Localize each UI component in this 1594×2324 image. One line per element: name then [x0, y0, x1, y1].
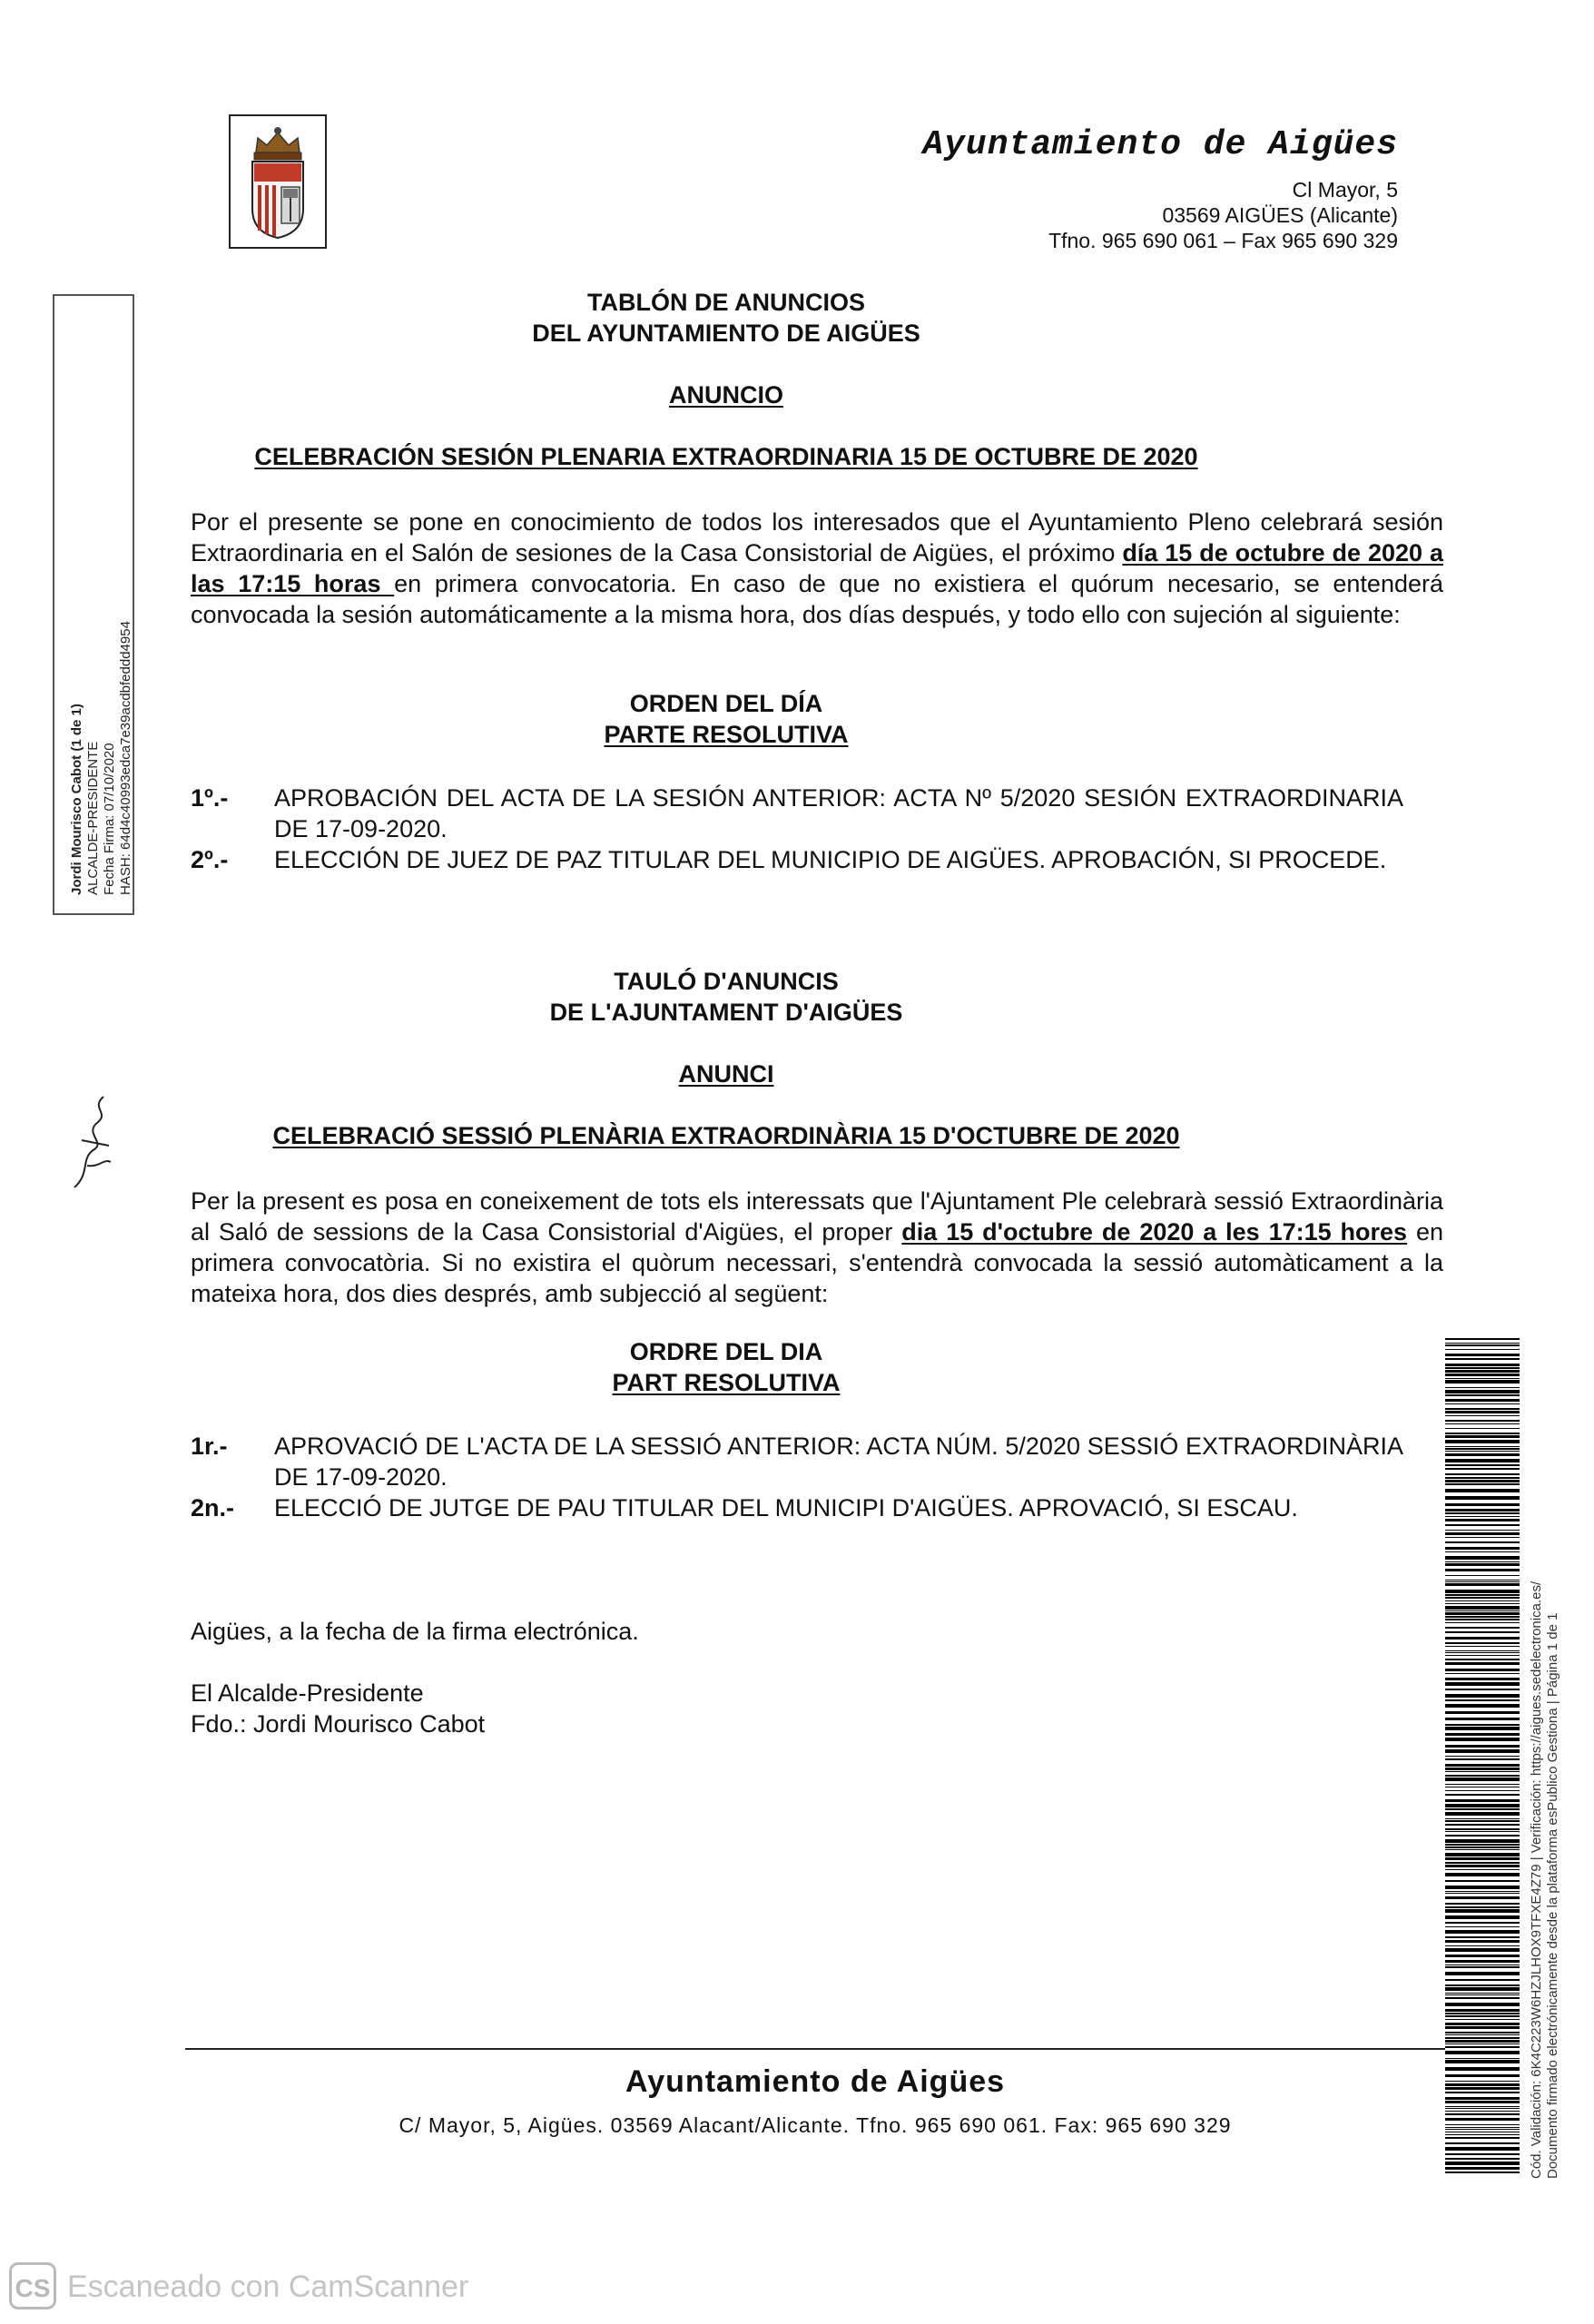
barcode-bar	[1445, 1503, 1520, 1506]
barcode-icon	[1445, 1338, 1520, 2175]
barcode-bar	[1445, 1849, 1520, 1850]
barcode-bar	[1445, 1642, 1520, 1644]
barcode-bar	[1445, 1483, 1520, 1485]
barcode-bar	[1445, 1711, 1520, 1714]
agenda-subtitle-es: PARTE RESOLUTIVA	[604, 721, 849, 748]
footer-organization-name: Ayuntamiento de Aigües	[625, 2064, 1006, 2099]
barcode-bar	[1445, 1622, 1520, 1623]
camscanner-logo-icon: CS	[9, 2262, 56, 2309]
barcode-bar	[1445, 1619, 1520, 1620]
barcode-bar	[1445, 1972, 1520, 1975]
barcode-bar	[1445, 1415, 1520, 1416]
barcode-bar	[1445, 1606, 1520, 1610]
barcode-bar	[1445, 1364, 1520, 1366]
barcode-bar	[1445, 1745, 1520, 1748]
barcode-bar	[1445, 1880, 1520, 1882]
barcode-bar	[1445, 2134, 1520, 2135]
barcode-bar	[1445, 2013, 1520, 2014]
barcode-bar	[1445, 1922, 1520, 1924]
address-city: 03569 AIGÜES (Alicante)	[1162, 203, 1398, 227]
barcode-bar	[1445, 1489, 1520, 1492]
barcode-bar	[1445, 1909, 1520, 1913]
barcode-bar	[1445, 1862, 1520, 1864]
barcode-bar	[1445, 2037, 1520, 2039]
barcode-bar	[1445, 2026, 1520, 2029]
barcode-bar	[1445, 1831, 1520, 1832]
barcode-bar	[1445, 1699, 1520, 1701]
barcode-bar	[1445, 1556, 1520, 1560]
barcode-bar	[1445, 2060, 1520, 2063]
barcode-bar	[1445, 1583, 1520, 1586]
footer-divider	[185, 2048, 1445, 2050]
barcode-bar	[1445, 2129, 1520, 2130]
barcode-bar	[1445, 1338, 1520, 1340]
barcode-bar	[1445, 2034, 1520, 2035]
barcode-bar	[1445, 2067, 1520, 2071]
barcode-bar	[1445, 1869, 1520, 1870]
barcode-bar	[1445, 1768, 1520, 1770]
barcode-bar	[1445, 1891, 1520, 1892]
barcode-bar	[1445, 1930, 1520, 1934]
barcode-bar	[1445, 1631, 1520, 1633]
barcode-bar	[1445, 1519, 1520, 1521]
barcode-bar	[1445, 1597, 1520, 1599]
barcode-bar	[1445, 1610, 1520, 1611]
barcode-bar	[1445, 2046, 1520, 2048]
barcode-bar	[1445, 1662, 1520, 1665]
barcode-bar	[1445, 1349, 1520, 1350]
barcode-bar	[1445, 1808, 1520, 1810]
barcode-bar	[1445, 1857, 1520, 1860]
barcode-bar	[1445, 1590, 1520, 1593]
intro-rest-va: en primera convocatòria. Si no existira el quòrum necessari, s'entendrà convocada la sessió automàticament a la mateixa hora, dos dies després, amb subjecció al següent:	[191, 1218, 1443, 1307]
barcode-bar	[1445, 1646, 1520, 1647]
barcode-bar	[1445, 2118, 1520, 2121]
intro-rest-es: en primera convocatoria. En caso de que no existiera el quórum necesario, se entenderá convocada la sesión automáticamente a la misma hora, dos días después, y todo ello con sujeción al siguiente:	[191, 570, 1443, 628]
barcode-bar	[1445, 2032, 1520, 2034]
barcode-bar	[1445, 1408, 1520, 1410]
intro-paragraph-es	[191, 507, 1443, 630]
barcode-bar	[1445, 1940, 1520, 1943]
barcode-bar	[1445, 1627, 1520, 1629]
agenda-item-es	[191, 844, 1403, 875]
barcode-bar	[1445, 2142, 1520, 2144]
barcode-bar	[1445, 1828, 1520, 1830]
barcode-bar	[1445, 1380, 1520, 1384]
barcode-bar	[1445, 1516, 1520, 1517]
barcode-bar	[1445, 1673, 1520, 1674]
barcode-bar	[1445, 1459, 1520, 1462]
barcode-bar	[1445, 1512, 1520, 1514]
barcode-bar	[1445, 1616, 1520, 1618]
barcode-bar	[1445, 1799, 1520, 1802]
place-and-date: Aigües, a la fecha de la firma electrónica.	[191, 1618, 639, 1645]
barcode-bar	[1445, 2127, 1520, 2128]
barcode-bar	[1445, 2124, 1520, 2125]
agenda-item-text: APROBACIÓN DEL ACTA DE LA SESIÓN ANTERIOR: ACTA Nº 5/2020 SESIÓN EXTRAORDINARIA DE 17-09-2020.	[274, 784, 1403, 842]
barcode-bar	[1445, 1903, 1520, 1905]
agenda-item-text: ELECCIÓN DE JUEZ DE PAZ TITULAR DEL MUNICIPIO DE AIGÜES. APROBACIÓN, SI PROCEDE.	[274, 846, 1387, 873]
intro-paragraph-va	[191, 1186, 1443, 1309]
barcode-bar	[1445, 1784, 1520, 1785]
barcode-bar	[1445, 2015, 1520, 2017]
barcode-bar	[1445, 1955, 1520, 1957]
barcode-bar	[1445, 2158, 1520, 2160]
barcode-bar	[1445, 1993, 1520, 1994]
barcode-bar	[1445, 1612, 1520, 1615]
barcode-bar	[1445, 2106, 1520, 2107]
barcode-bar	[1445, 1581, 1520, 1582]
barcode-bar	[1445, 2167, 1520, 2170]
barcode-bar	[1445, 1966, 1520, 1968]
barcode-bar	[1445, 1537, 1520, 1538]
barcode-bar	[1445, 1794, 1520, 1796]
barcode-bar	[1445, 1370, 1520, 1373]
board-subtitle-es: DEL AYUNTAMIENTO DE AIGÜES	[532, 320, 920, 347]
agenda-subtitle-va: PART RESOLUTIVA	[612, 1369, 841, 1396]
address-phone-fax: Tfno. 965 690 061 – Fax 965 690 329	[1048, 229, 1398, 252]
barcode-bar	[1445, 1541, 1520, 1543]
barcode-bar	[1445, 1374, 1520, 1376]
intro-date-es: día 15 de octubre de 2020 a las 17:15 horas	[191, 539, 1443, 597]
barcode-bar	[1445, 1509, 1520, 1512]
signed-by-line: Fdo.: Jordi Mourisco Cabot	[191, 1710, 486, 1738]
agenda-title-es: ORDEN DEL DÍA	[629, 690, 823, 717]
barcode-bar	[1445, 1473, 1520, 1475]
barcode-bar	[1445, 1764, 1520, 1767]
barcode-bar	[1445, 1575, 1520, 1576]
barcode-bar	[1445, 2051, 1520, 2054]
barcode-bar	[1445, 2087, 1520, 2090]
coat-of-arms-frame	[229, 114, 327, 249]
agenda-item-number: 1r.-	[191, 1433, 228, 1460]
event-title-va: CELEBRACIÓ SESSIÓ PLENÀRIA EXTRAORDINÀRIA 15 D'OCTUBRE DE 2020	[272, 1122, 1180, 1149]
barcode-bar	[1445, 1358, 1520, 1360]
barcode-bar	[1445, 1749, 1520, 1753]
barcode-bar	[1445, 2171, 1520, 2173]
barcode-bar	[1445, 1945, 1520, 1946]
footer-address: C/ Mayor, 5, Aigües. 03569 Alacant/Alicante. Tfno. 965 690 061. Fax: 965 690 329	[398, 2113, 1232, 2137]
barcode-bar	[1445, 1893, 1520, 1894]
barcode-bar	[1445, 1844, 1520, 1846]
address-street: Cl Mayor, 5	[1292, 178, 1398, 202]
barcode-bar	[1445, 1580, 1520, 1581]
barcode-bar	[1445, 1804, 1520, 1807]
barcode-bar	[1445, 1563, 1520, 1566]
barcode-bar	[1445, 1694, 1520, 1698]
board-title-va: TAULÓ D'ANUNCIS	[614, 968, 839, 995]
barcode-bar	[1445, 1551, 1520, 1552]
barcode-bar	[1445, 1435, 1520, 1438]
board-title-es: TABLÓN DE ANUNCIOS	[587, 289, 865, 316]
barcode-bar	[1445, 1367, 1520, 1369]
barcode-bar	[1445, 1451, 1520, 1452]
barcode-bar	[1445, 1390, 1520, 1393]
barcode-bar	[1445, 2147, 1520, 2151]
barcode-bar	[1445, 1420, 1520, 1422]
barcode-bar	[1445, 1987, 1520, 1991]
barcode-bar	[1445, 1960, 1520, 1963]
barcode-bar	[1445, 1378, 1520, 1379]
barcode-bar	[1445, 1984, 1520, 1986]
barcode-bar	[1445, 1603, 1520, 1604]
barcode-bar	[1445, 2074, 1520, 2077]
barcode-bar	[1445, 1387, 1520, 1388]
barcode-bar	[1445, 1771, 1520, 1772]
barcode-bar	[1445, 1915, 1520, 1919]
barcode-bar	[1445, 1532, 1520, 1535]
agenda-item-es	[191, 783, 1403, 844]
barcode-bar	[1445, 2081, 1520, 2082]
agenda-item-text: APROVACIÓ DE L'ACTA DE LA SESSIÓ ANTERIOR: ACTA NÚM. 5/2020 SESSIÓ EXTRAORDINÀRIA DE 17-09-2020.	[274, 1433, 1403, 1491]
barcode-bar	[1445, 1480, 1520, 1482]
barcode-bar	[1445, 2043, 1520, 2044]
barcode-bar	[1445, 1979, 1520, 1981]
barcode-bar	[1445, 2137, 1520, 2139]
barcode-bar	[1445, 1738, 1520, 1741]
barcode-bar	[1445, 1496, 1520, 1500]
barcode-bar	[1445, 1569, 1520, 1571]
barcode-bar	[1445, 1704, 1520, 1708]
barcode-bar	[1445, 1997, 1520, 1999]
barcode-bar	[1445, 2153, 1520, 2155]
barcode-bar	[1445, 1818, 1520, 1819]
barcode-bar	[1445, 1428, 1520, 1429]
intro-text-es: Por el presente se pone en conocimiento de todos los interesados que el Ayuntamiento Pleno celebrará sesión Extraordinaria en el Salón de sesiones de la Casa Consistorial de Aigües, el próximo	[191, 508, 1443, 566]
barcode-bar	[1445, 1724, 1520, 1726]
barcode-bar	[1445, 1477, 1520, 1479]
barcode-bar	[1445, 2111, 1520, 2112]
barcode-bar	[1445, 2058, 1520, 2059]
barcode-bar	[1445, 1530, 1520, 1531]
barcode-bar	[1445, 1682, 1520, 1686]
barcode-bar	[1445, 1812, 1520, 1816]
barcode-bar	[1445, 1440, 1520, 1443]
barcode-bar	[1445, 1659, 1520, 1660]
agenda-item-text: ELECCIÓ DE JUTGE DE PAU TITULAR DEL MUNICIPI D'AIGÜES. APROVACIÓ, SI ESCAU.	[274, 1494, 1298, 1521]
barcode-bar	[1445, 1344, 1520, 1346]
agenda-item-va	[191, 1431, 1403, 1492]
barcode-bar	[1445, 1547, 1520, 1550]
agenda-item-number: 2n.-	[191, 1494, 235, 1521]
barcode-bar	[1445, 1354, 1520, 1356]
barcode-bar	[1445, 2019, 1520, 2020]
barcode-bar	[1445, 2097, 1520, 2100]
barcode-bar	[1445, 1896, 1520, 1899]
camscanner-watermark: Escaneado con CamScanner	[67, 2270, 469, 2304]
barcode-bar	[1445, 1936, 1520, 1938]
handwritten-signature-icon	[64, 1086, 122, 1195]
barcode-bar	[1445, 1399, 1520, 1402]
barcode-bar	[1445, 1846, 1520, 1848]
barcode-bar	[1445, 1689, 1520, 1690]
validation-code: Cód. Validación: 6K4C223W6HZJLHOX9TFXE4Z79 | Verificación: https://aigues.sedelectronica.es/	[1529, 1581, 1544, 2179]
barcode-bar	[1445, 1403, 1520, 1404]
agenda-item-number: 2º.-	[191, 846, 229, 873]
barcode-bar	[1445, 2009, 1520, 2012]
barcode-bar	[1445, 1718, 1520, 1720]
barcode-bar	[1445, 1669, 1520, 1671]
signature-hash: HASH: 64d4c40993edca7e39acdbfeddd4954	[118, 621, 133, 895]
barcode-bar	[1445, 1561, 1520, 1562]
agenda-title-va: ORDRE DEL DIA	[629, 1338, 823, 1365]
validation-block	[1529, 1325, 1561, 2179]
barcode-bar	[1445, 1758, 1520, 1760]
barcode-bar	[1445, 2040, 1520, 2043]
barcode-bar	[1445, 2101, 1520, 2103]
barcode-bar	[1445, 1906, 1520, 1908]
barcode-bar	[1445, 1464, 1520, 1466]
barcode-bar	[1445, 1865, 1520, 1867]
barcode-bar	[1445, 1343, 1520, 1344]
barcode-bar	[1445, 2083, 1520, 2086]
validation-platform: Documento firmado electrónicamente desde la plataforma esPublico Gestiona | Página 1 de 1	[1545, 1612, 1560, 2179]
notice-label-es: ANUNCIO	[669, 381, 783, 409]
organization-name: Ayuntamiento de Aigües	[922, 125, 1398, 164]
barcode-bar	[1445, 1394, 1520, 1396]
signer-name: Jordi Mourisco Cabot (1 de 1)	[69, 704, 84, 895]
barcode-bar	[1445, 1839, 1520, 1843]
coat-of-arms-icon	[238, 122, 318, 241]
barcode-bar	[1445, 1790, 1520, 1791]
signature-date: Fecha Firma: 07/10/2020	[102, 743, 117, 895]
barcode-bar	[1445, 1652, 1520, 1653]
barcode-bar	[1445, 1411, 1520, 1413]
barcode-bar	[1445, 1448, 1520, 1450]
agenda-item-number: 1º.-	[191, 784, 229, 812]
barcode-bar	[1445, 1824, 1520, 1826]
intro-date-va: dia 15 d'octubre de 2020 a les 17:15 hores	[901, 1218, 1408, 1246]
barcode-bar	[1445, 2162, 1520, 2165]
barcode-bar	[1445, 2092, 1520, 2093]
barcode-bar	[1445, 2003, 1520, 2006]
barcode-bar	[1445, 1756, 1520, 1757]
board-subtitle-va: DE L'AJUNTAMENT D'AIGÜES	[549, 999, 903, 1026]
barcode-bar	[1445, 1835, 1520, 1837]
barcode-bar	[1445, 1453, 1520, 1456]
barcode-bar	[1445, 2108, 1520, 2109]
signer-role: ALCALDE-PRESIDENTE	[85, 741, 101, 895]
barcode-bar	[1445, 1650, 1520, 1651]
barcode-bar	[1445, 1994, 1520, 1995]
barcode-bar	[1445, 1727, 1520, 1730]
barcode-bar	[1445, 1423, 1520, 1424]
barcode-bar	[1445, 1873, 1520, 1876]
barcode-bar	[1445, 1775, 1520, 1777]
signer-role-line: El Alcalde-Presidente	[191, 1679, 424, 1707]
barcode-bar	[1445, 1637, 1520, 1640]
barcode-bar	[1445, 1820, 1520, 1822]
barcode-bar	[1445, 1655, 1520, 1656]
intro-text-va: Per la present es posa en coneixement de tots els interessats que l'Ajuntament Ple celebrarà sessió Extraordinària al Saló de sessions de la Casa Consistorial d'Aigües, el proper	[191, 1187, 1443, 1246]
barcode-bar	[1445, 1777, 1520, 1781]
barcode-bar	[1445, 1433, 1520, 1434]
notice-label-va: ANUNCI	[678, 1060, 774, 1088]
barcode-bar	[1445, 1468, 1520, 1470]
barcode-bar	[1445, 1524, 1520, 1526]
barcode-bar	[1445, 1600, 1520, 1601]
barcode-bar	[1445, 1948, 1520, 1952]
barcode-bar	[1445, 1446, 1520, 1447]
electronic-signature-box	[53, 294, 134, 915]
barcode-bar	[1445, 2113, 1520, 2115]
barcode-bar	[1445, 1678, 1520, 1680]
barcode-bar	[1445, 1926, 1520, 1927]
barcode-bar	[1445, 2023, 1520, 2025]
signature-details	[69, 296, 134, 895]
agenda-item-va	[191, 1492, 1403, 1523]
barcode-bar	[1445, 1853, 1520, 1856]
barcode-bar	[1445, 1886, 1520, 1889]
barcode-bar	[1445, 1594, 1520, 1596]
barcode-bar	[1445, 1733, 1520, 1736]
event-title-es: CELEBRACIÓN SESIÓN PLENARIA EXTRAORDINARIA 15 DE OCTUBRE DE 2020	[254, 443, 1198, 470]
